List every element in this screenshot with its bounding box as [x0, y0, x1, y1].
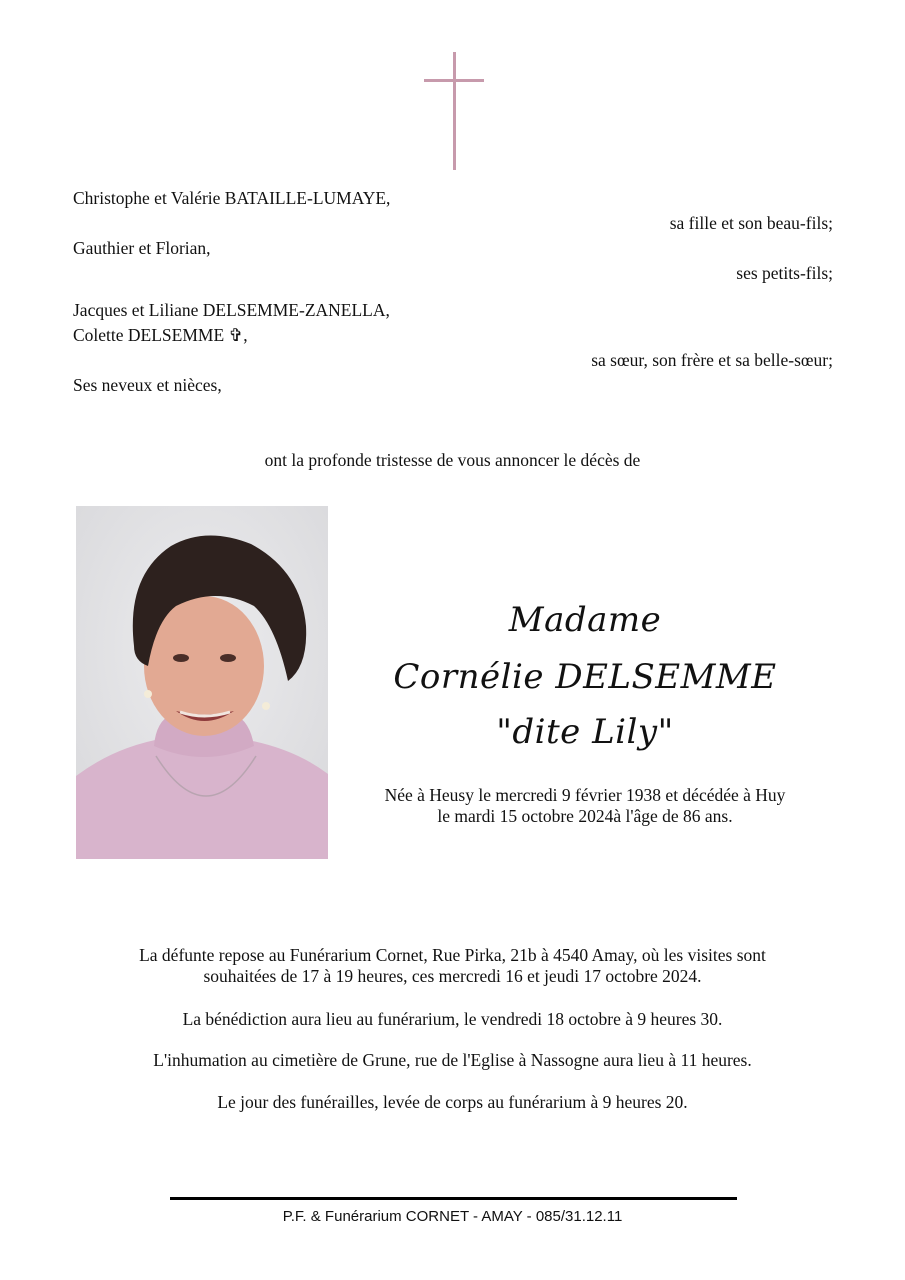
- death-line: le mardi 15 octobre 2024à l'âge de 86 ans.: [437, 806, 733, 826]
- family-relation-grandchildren: ses petits-fils;: [736, 263, 833, 283]
- burial-line: L'inhumation au cimetière de Grune, rue de l'Eglise à Nassogne aura lieu à 11 heures.: [153, 1050, 752, 1070]
- footer-divider: [170, 1197, 737, 1200]
- announcement-text: ont la profonde tristesse de vous annoncer le décès de: [264, 450, 641, 470]
- deceased-name: Cornélie DELSEMME: [393, 657, 777, 697]
- deceased-title: Madame: [508, 600, 662, 640]
- family-line-siblings: Jacques et Liliane DELSEMME-ZANELLA,: [73, 300, 390, 320]
- family-line-children: Christophe et Valérie BATAILLE-LUMAYE,: [73, 188, 391, 208]
- blessing-line: La bénédiction aura lieu au funérarium, le vendredi 18 octobre à 9 heures 30.: [182, 1009, 723, 1029]
- family-line-nephews: Ses neveux et nièces,: [73, 375, 222, 395]
- birth-line: Née à Heusy le mercredi 9 février 1938 et décédée à Huy: [384, 785, 786, 805]
- cross-icon: [424, 52, 486, 172]
- portrait-photo: [76, 506, 328, 859]
- family-relation-children: sa fille et son beau-fils;: [669, 213, 833, 233]
- family-line-grandchildren: Gauthier et Florian,: [73, 238, 211, 258]
- family-relation-siblings: sa sœur, son frère et sa belle-sœur;: [591, 350, 833, 370]
- deceased-nickname: "dite Lily": [496, 712, 674, 752]
- footer-text: P.F. & Funérarium CORNET - AMAY - 085/31.12.11: [282, 1208, 623, 1225]
- family-line-sister: Colette DELSEMME ✞,: [73, 325, 248, 345]
- repose-line-1: La défunte repose au Funérarium Cornet, Rue Pirka, 21b à 4540 Amay, où les visites sont: [139, 945, 766, 965]
- repose-line-2: souhaitées de 17 à 19 heures, ces mercredi 16 et jeudi 17 octobre 2024.: [203, 966, 702, 986]
- funeral-day-line: Le jour des funérailles, levée de corps au funérarium à 9 heures 20.: [217, 1092, 688, 1112]
